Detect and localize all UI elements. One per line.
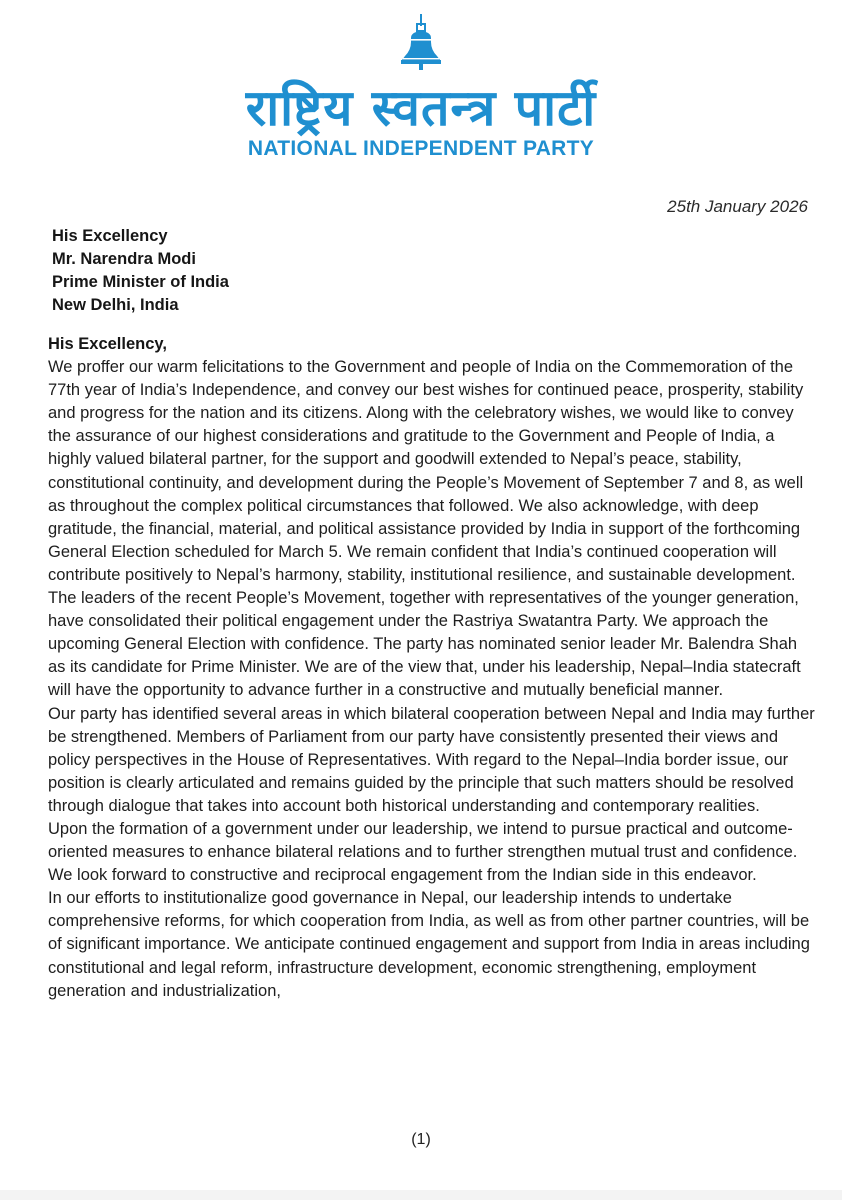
recipient-location: New Delhi, India xyxy=(52,296,179,314)
letter-body xyxy=(48,333,818,1003)
letterhead xyxy=(0,12,842,162)
party-name-nepali: राष्ट्रिय स्वतन्त्र पार्टी xyxy=(245,79,597,137)
paragraph-felicitations: We proffer our warm felicitations to the Government and people of India on the Commemoration of the 77th year of India’s Independence, and convey our best wishes for continued peace, prosperity, stability and progress for the nation and its citizens. Along with the celebratory wishes, we would like to convey the assurance of our highest considerations and gratitude to the Government and People of India, a highly valued bilateral partner, for the support and goodwill extended to Nepal’s peace, stability, constitutional continuity, and development during the People’s Movement of September 7 and 8, as well as throughout the complex political circumstances that followed. We also acknowledge, with deep gratitude, the financial, material, and political assistance provided by India in support of the forthcoming General Election scheduled for March 5. We remain confident that India’s continued cooperation will contribute positively to Nepal’s harmony, stability, institutional resilience, and sustainable development. xyxy=(48,358,804,584)
letter-date: 25th January 2026 xyxy=(667,197,808,216)
party-name-english: NATIONAL INDEPENDENT PARTY xyxy=(247,137,595,160)
paragraph-peoples-movement: The leaders of the recent People’s Movement, together with representatives of the younger generation, have consolidated their political engagement under the Rastriya Swatantra Party. We approach the upcoming General Election with confidence. The party has nominated senior leader Mr. Balendra Shah as its candidate for Prime Minister. We are of the view that, under his leadership, Nepal–India statecraft will have the opportunity to advance further in a constructive and mutually beneficial manner. xyxy=(48,589,801,700)
recipient-address xyxy=(52,225,229,317)
recipient-name: Mr. Narendra Modi xyxy=(52,250,196,268)
recipient-position: Prime Minister of India xyxy=(52,273,229,291)
paragraph-good-governance: In our efforts to institutionalize good governance in Nepal, our leadership intends to undertake comprehensive reforms, for which cooperation from India, as well as from other partner countries, will be of significant importance. We anticipate continued engagement and support from India in areas including constitutional and legal reform, infrastructure development, economic strengthening, employment generation and industrialization, xyxy=(48,889,810,1000)
recipient-title: His Excellency xyxy=(52,227,168,245)
page-number: (1) xyxy=(411,1131,431,1148)
salutation: His Excellency, xyxy=(48,335,167,353)
viewer-bottom-edge xyxy=(0,1190,842,1200)
paragraph-government-formation: Upon the formation of a government under our leadership, we intend to pursue practical and outcome-oriented measures to enhance bilateral relations and to further strengthen mutual trust and confidence. We look forward to constructive and reciprocal engagement from the Indian side in this endeavor. xyxy=(48,819,798,885)
bell-icon xyxy=(397,12,445,76)
paragraph-bilateral-cooperation: Our party has identified several areas in which bilateral cooperation between Nepal and India may further be strengthened. Members of Parliament from our party have consistently presented their views and policy perspectives in the House of Representatives. With regard to the Nepal–India border issue, our position is clearly articulated and remains guided by the principle that such matters should be resolved through dialogue that takes into account both historical understanding and contemporary realities. xyxy=(48,704,815,815)
